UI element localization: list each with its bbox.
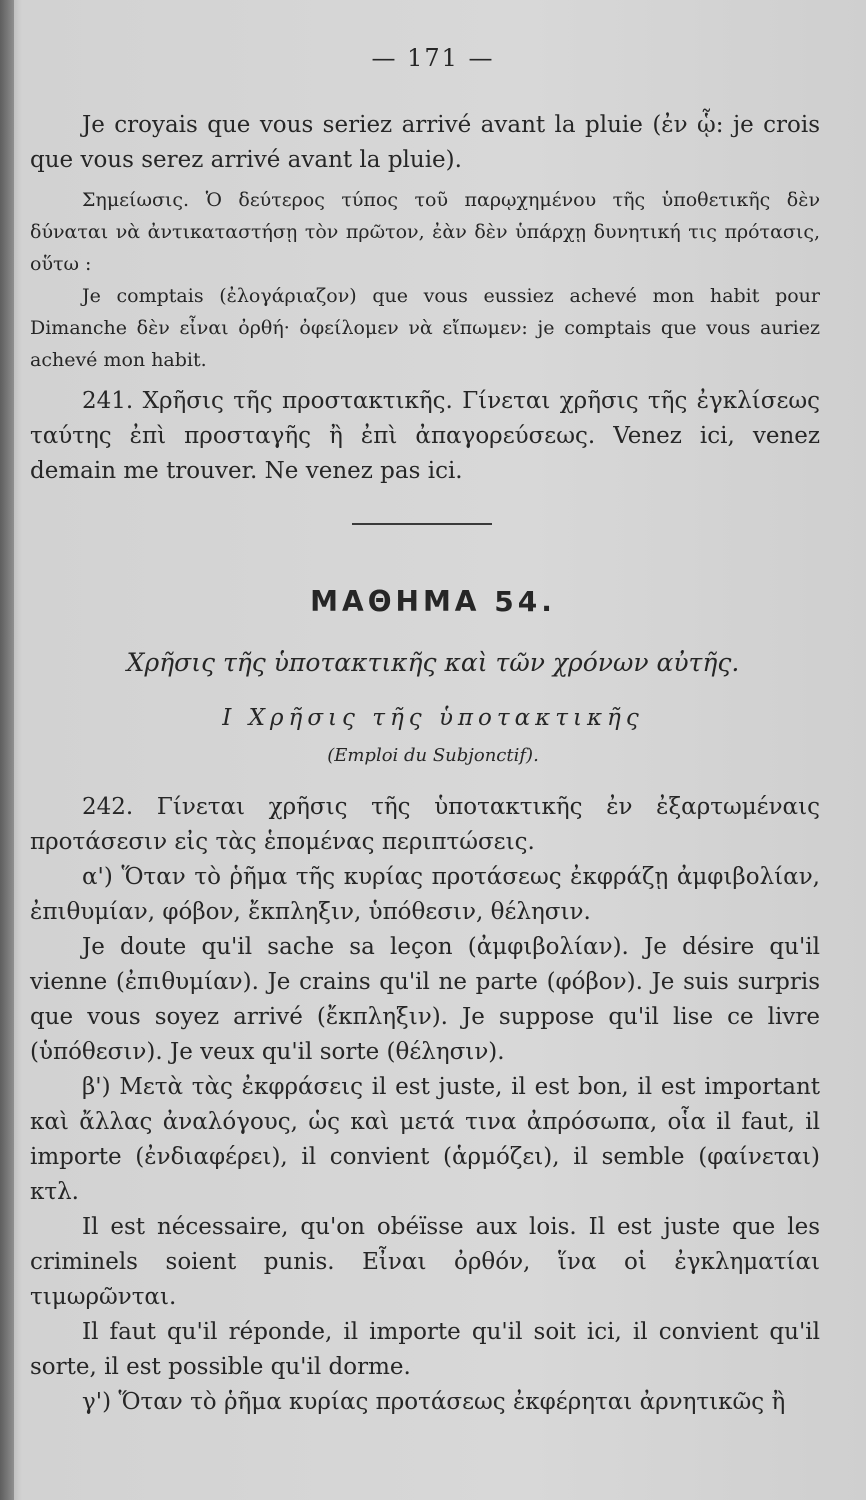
paragraph-example-pluie: Je croyais que vous seriez arrivé avant la pluie (ἐν ᾧ: je crois que vous serez arrivé avant la pluie). [30, 112, 820, 173]
paragraph-beta-example-2: Il faut qu'il réponde, il importe qu'il soit ici, il convient qu'il sorte, il est possible qu'il dorme. [30, 1319, 820, 1380]
paragraph-gamma: γ') Ὅταν τὸ ῥῆμα κυρίας προτάσεως ἐκφέρηται ἀρνητικῶς ἢ [82, 1389, 786, 1415]
section-title: Ι Χρῆσις τῆς ὑποτακτικῆς [222, 705, 644, 731]
section-divider [352, 523, 492, 525]
section-subtitle: (Emploi du Subjonctif). [327, 745, 539, 766]
paragraph-beta: β') Μετὰ τὰς ἐκφράσεις il est juste, il est bon, il est important καὶ ἄλλας ἀναλόγους, ὡς καὶ μετά τινα ἀπρόσωπα, οἷα il faut, il importe (ἐνδιαφέρει), il convient (ἁρμόζει), il semble (φαίνεται) κτλ. [30, 1074, 820, 1205]
body-section [30, 790, 820, 1420]
paragraph-alpha-examples: Je doute qu'il sache sa leçon (ἀμφιβολίαν). Je désire qu'il vienne (ἐπιθυμίαν). Je crains qu'il ne parte (φόβον). Je suis surpris que vous soyez arrivé (ἔκπληξιν). Je suppose qu'il lise ce livre (ὑπόθεσιν). Je veux qu'il sorte (θέλησιν). [30, 934, 820, 1065]
lesson-subtitle: Χρῆσις τῆς ὑποτακτικῆς καὶ τῶν χρόνων αὐτῆς. [126, 648, 740, 677]
lesson-title: ΜΑΘΗΜΑ 54. [310, 585, 556, 618]
top-section [30, 108, 820, 489]
note-paragraph: Σημείωσις. Ὁ δεύτερος τύπος τοῦ παρῳχημένου τῆς ὑποθετικῆς δὲν δύναται νὰ ἀντικαταστήσῃ τὸν πρῶτον, ἐὰν δὲν ὑπάρχῃ δυνητική τις πρότασις, οὕτω : [30, 189, 820, 275]
paragraph-242: 242. Γίνεται χρῆσις τῆς ὑποτακτικῆς ἐν ἐξαρτωμέναις προτάσεσιν εἰς τὰς ἑπομένας περιπτώσεις. [30, 794, 820, 855]
page-number: — 171 — [371, 44, 495, 72]
paragraph-alpha: α') Ὅταν τὸ ῥῆμα τῆς κυρίας προτάσεως ἐκφράζῃ ἀμφιβολίαν, ἐπιθυμίαν, φόβον, ἔκπληξιν, ὑπόθεσιν, θέλησιν. [30, 864, 820, 925]
note-example: Je comptais (ἐλογάριαζον) que vous eussiez achevé mon habit pour Dimanche δὲν εἶναι ὀρθή· ὀφείλομεν νὰ εἴπωμεν: je comptais que vous auriez achevé mon habit. [30, 285, 820, 371]
paragraph-241: 241. Χρῆσις τῆς προστακτικῆς. Γίνεται χρῆσις τῆς ἐγκλίσεως ταύτης ἐπὶ προσταγῆς ἢ ἐπὶ ἀπαγορεύσεως. Venez ici, venez demain me trouver. Ne venez pas ici. [30, 388, 820, 484]
paragraph-beta-example-1: Il est nécessaire, qu'on obéïsse aux lois. Il est juste que les criminels soient punis. Εἶναι ὀρθόν, ἵνα οἱ ἐγκληματίαι τιμωρῶνται. [30, 1214, 820, 1310]
